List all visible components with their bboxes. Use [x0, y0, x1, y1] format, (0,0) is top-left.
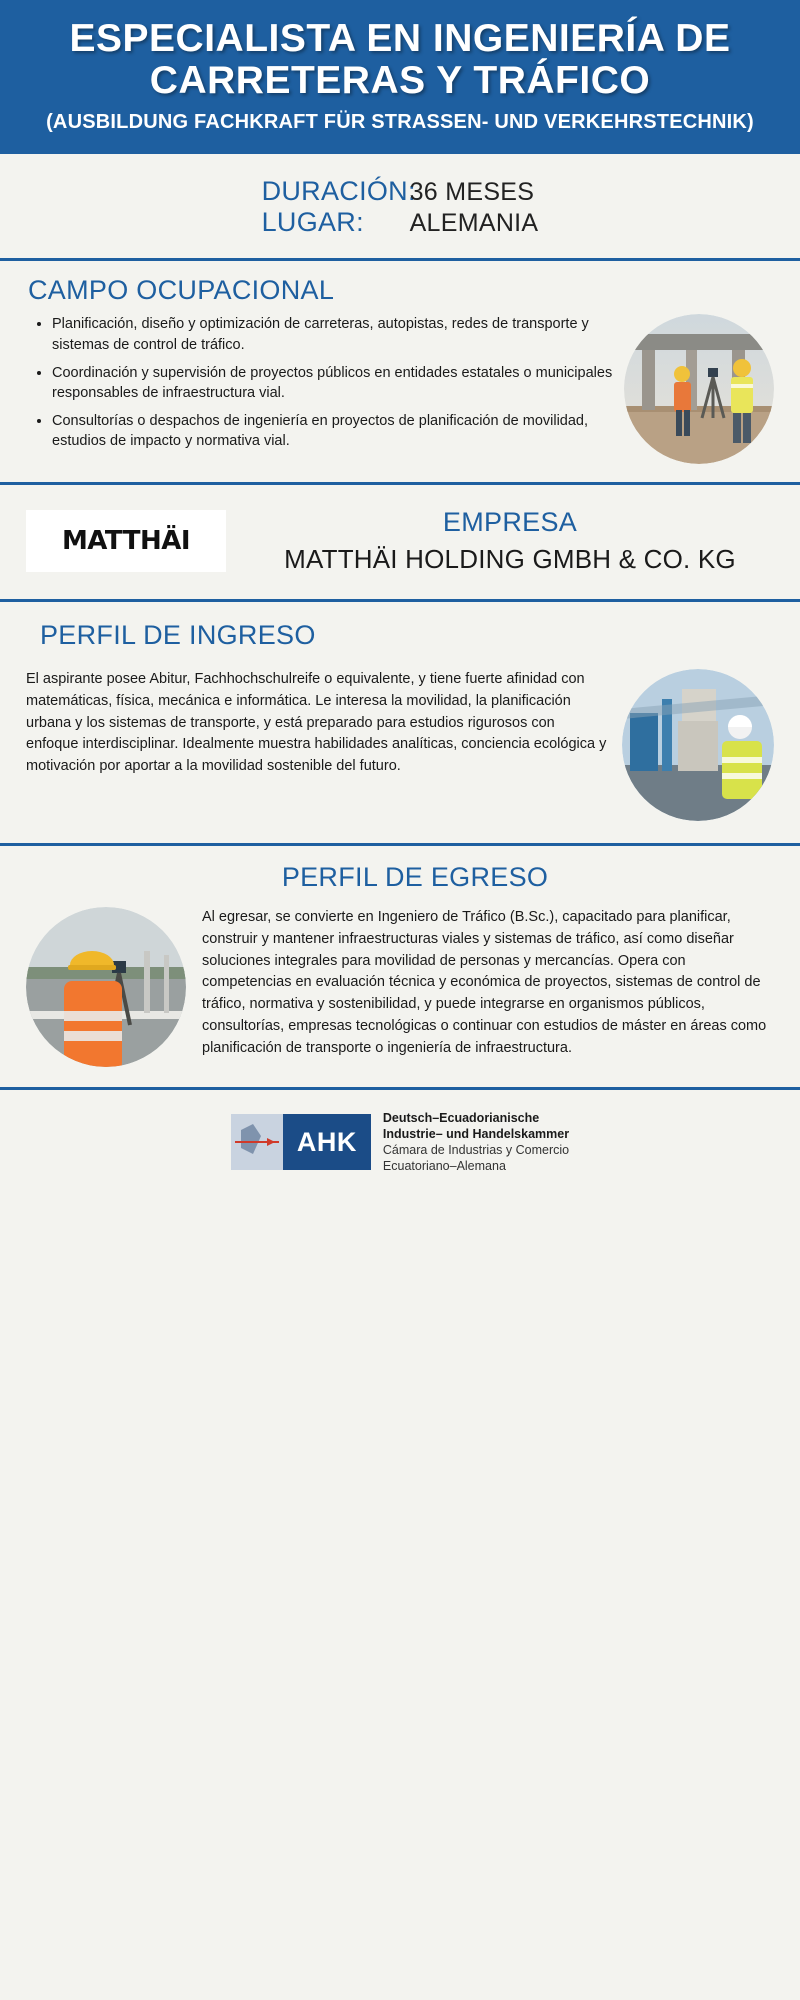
place-value: ALEMANIA — [409, 209, 539, 238]
ahk-logo — [231, 1114, 371, 1170]
section-title-egreso: PERFIL DE EGRESO — [281, 862, 549, 893]
place-label: LUGAR: — [261, 207, 364, 238]
ahk-footer-text — [383, 1110, 569, 1174]
campo-photo — [624, 314, 774, 464]
egreso-photo — [26, 907, 186, 1067]
list-item: • Coordinación y supervisión de proyectos públicos en entidades estatales o municipales responsables de infraestructura vial. — [52, 363, 614, 404]
place-row — [262, 207, 539, 238]
section-campo-ocupacional — [0, 261, 800, 482]
ingreso-text: El aspirante posee Abitur, Fachhochschulreife o equivalente, y tiene fuerte afinidad con matemáticas, física, mecánica e informática. Le interesa la movilidad, la planificación urbana y los sistemas de transporte, y está preparado para estudios rigurosos con enfoque interdisciplinar. Idealmente muestra habilidades analíticas, conciencia ecológica y motivación por aportar a la movilidad sostenible del futuro. — [26, 671, 607, 775]
section-perfil-egreso — [0, 846, 800, 1087]
list-item: • Planificación, diseño y optimización de carreteras, autopistas, redes de transporte y sistemas de control de tráfico. — [52, 314, 614, 355]
company-logo-text: MATTHÄI — [61, 526, 191, 557]
list-item: • Consultorías o despachos de ingeniería en proyectos de planificación de movilidad, estudios de impacto y normativa vial. — [52, 411, 614, 452]
section-title-ingreso: PERFIL DE INGRESO — [40, 620, 316, 651]
duration-row — [262, 176, 539, 207]
section-title-campo: CAMPO OCUPACIONAL — [28, 275, 335, 306]
header-banner — [0, 0, 800, 154]
section-empresa — [0, 485, 800, 599]
section-perfil-ingreso — [0, 602, 800, 843]
section-title-empresa: EMPRESA — [442, 507, 578, 538]
duration-label: DURACIÓN: — [261, 176, 416, 207]
ahk-logo-letters: AHK — [283, 1114, 371, 1170]
footer — [0, 1090, 800, 1188]
page-subtitle: (AUSBILDUNG FACHKRAFT FÜR STRASSEN- UND VERKEHRSTECHNIK) — [46, 111, 754, 134]
ahk-line3: Cámara de Industrias y Comercio — [382, 1143, 570, 1158]
program-meta — [0, 154, 800, 258]
duration-value: 36 MESES — [409, 178, 535, 207]
ahk-logo-emblem — [231, 1114, 283, 1170]
ahk-line2: Industrie– und Handelskammer — [382, 1127, 570, 1142]
page-title: ESPECIALISTA EN INGENIERÍA DE CARRETERAS Y TRÁFICO — [69, 17, 731, 102]
company-logo — [26, 510, 226, 572]
ingreso-photo — [622, 669, 774, 821]
egreso-text: Al egresar, se convierte en Ingeniero de Tráfico (B.Sc.), capacitado para planificar, construir y mantener infraestructuras viales y sistemas de tráfico, así como diseñar soluciones integrales para movilidad de personas y mercancías. Opera con competencias en evaluación técnica y económica de proyectos, sistemas de control de tráfico, normativa y sostenibilidad, y puede integrarse en organismos públicos, consultorías, empresas tecnológicas o continuar con estudios de máster en áreas como planificación de transporte o ingeniería de infraestructura. — [202, 909, 767, 1056]
ahk-line4: Ecuatoriano–Alemana — [382, 1159, 506, 1174]
campo-list — [52, 314, 614, 458]
company-name: MATTHÄI HOLDING GMBH & CO. KG — [284, 544, 736, 575]
ahk-line1: Deutsch–Ecuadorianische — [382, 1111, 540, 1126]
